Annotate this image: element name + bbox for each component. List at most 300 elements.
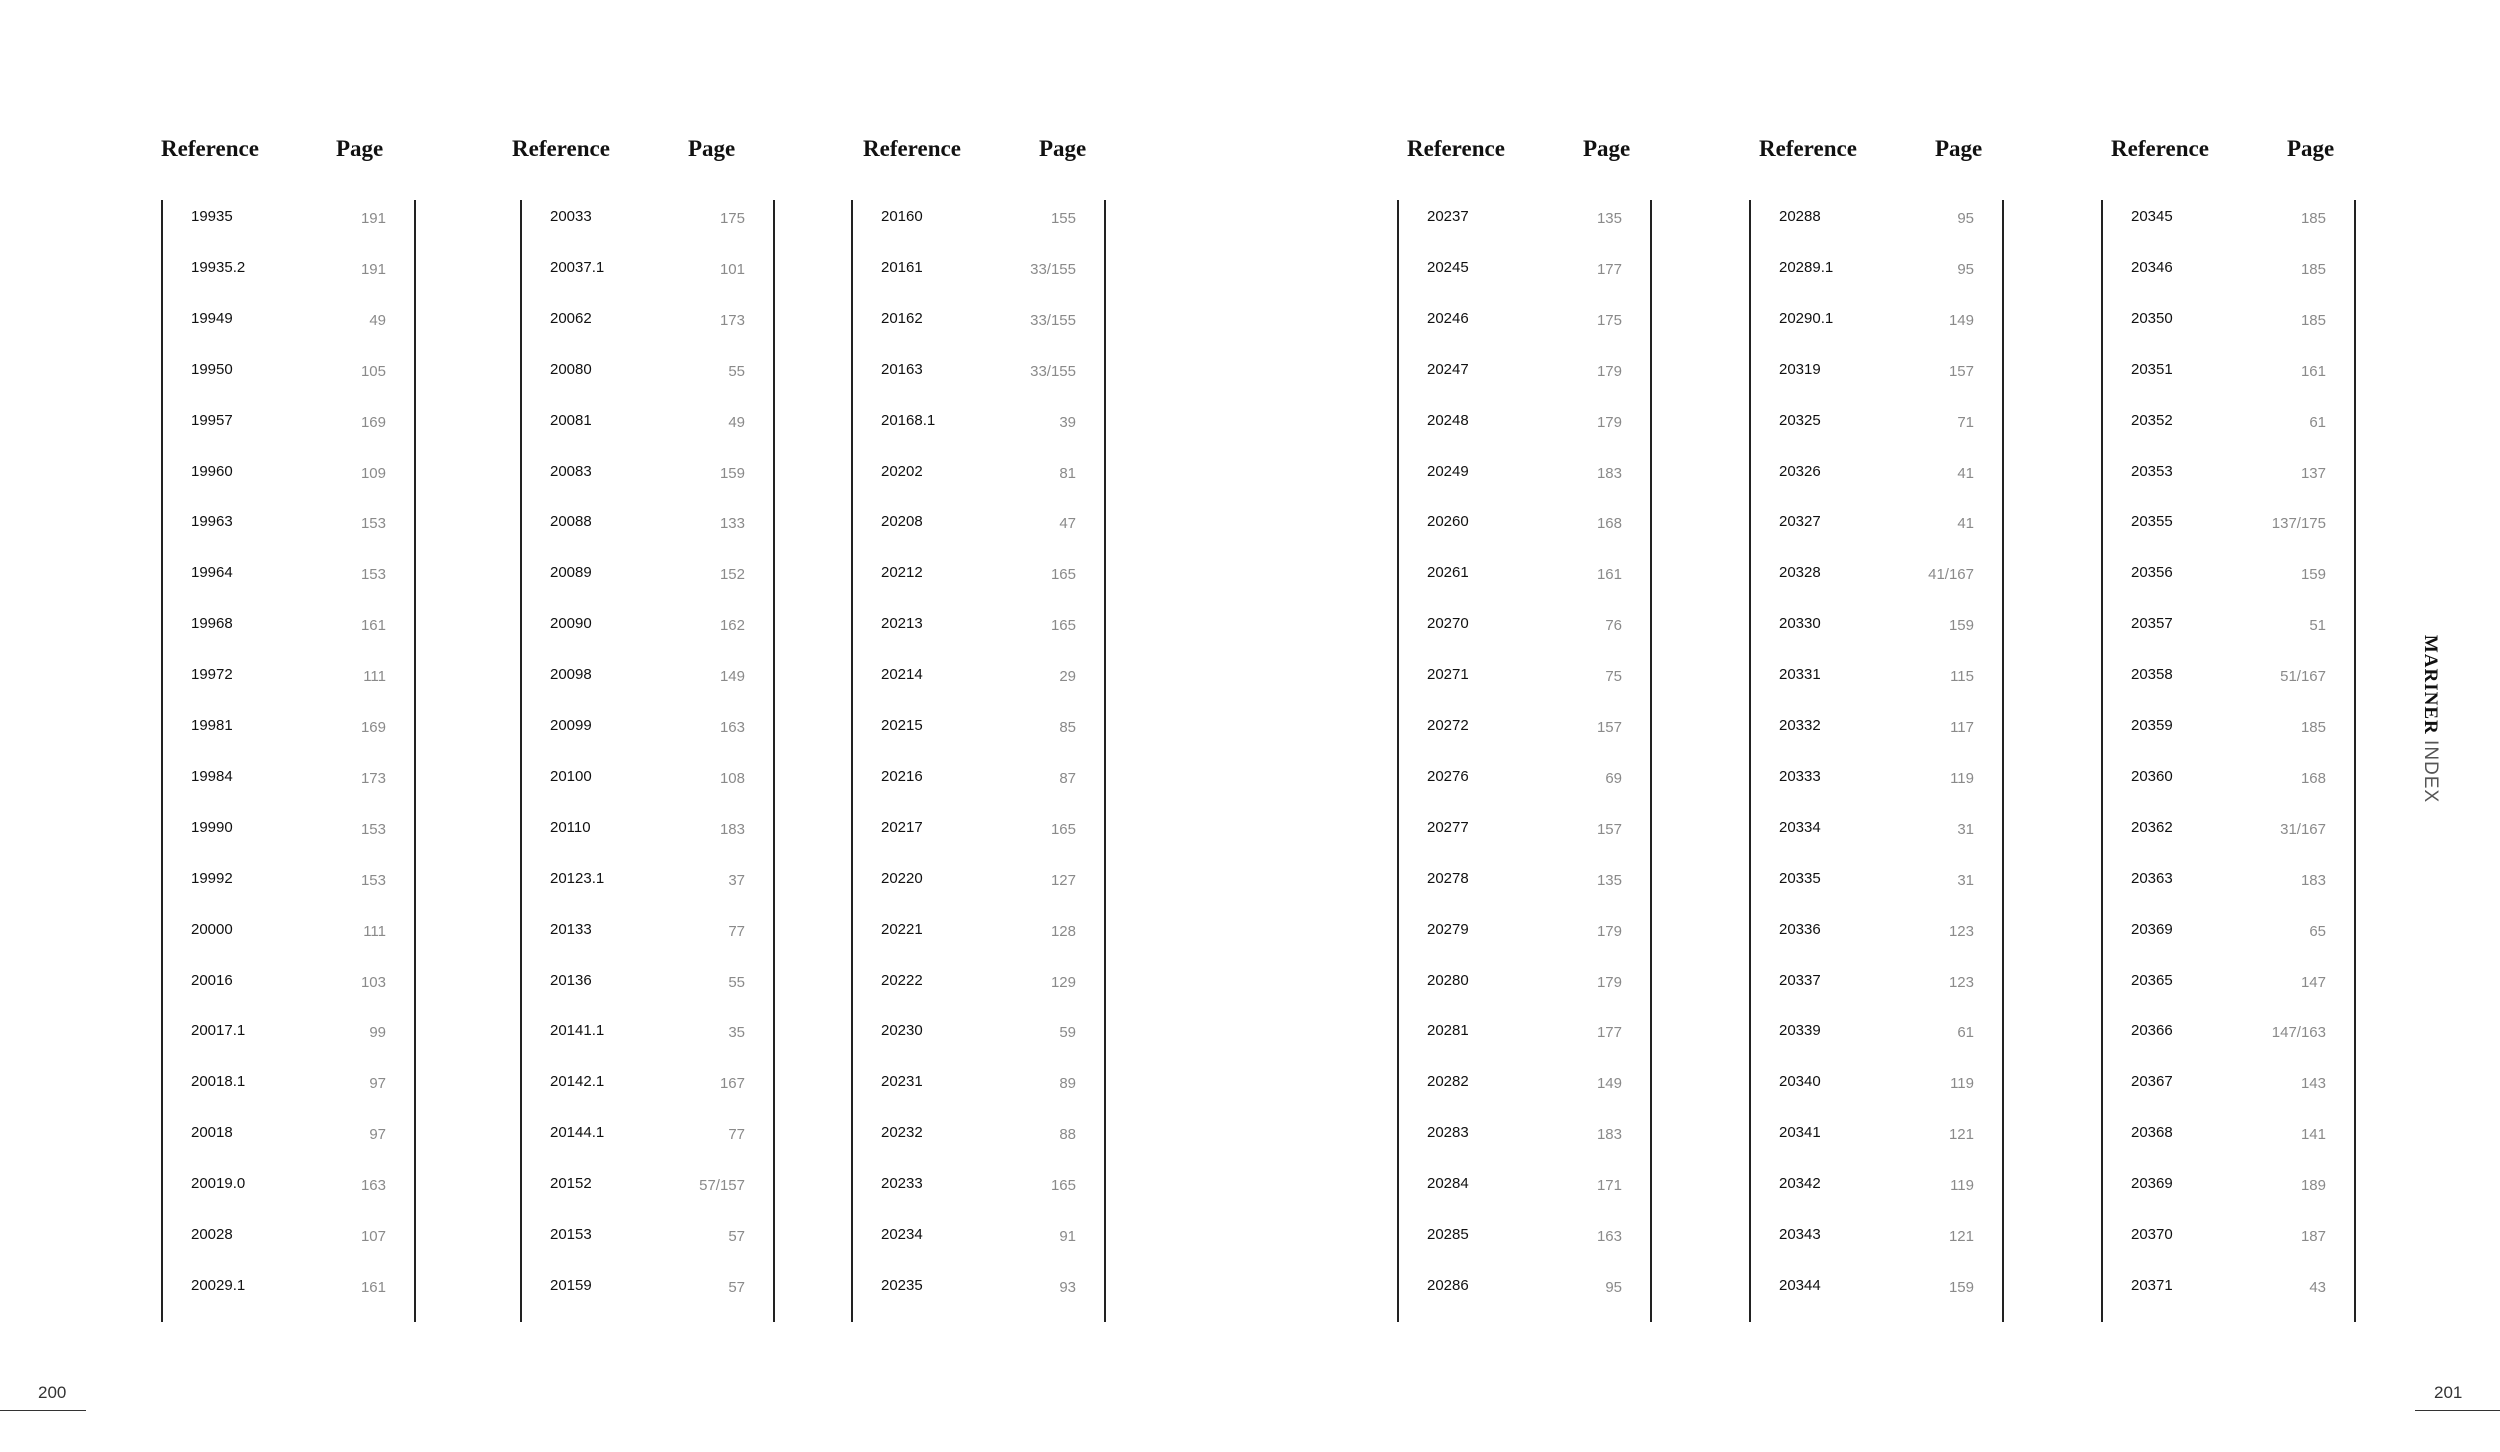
column-header (851, 136, 1106, 176)
page-value: 165 (1050, 617, 1076, 635)
index-row (2101, 870, 2356, 900)
index-row (851, 564, 1106, 594)
index-row (1397, 717, 1652, 747)
page-value: 119 (1950, 1177, 1974, 1195)
page-value: 168 (1596, 515, 1622, 533)
reference-value: 20337 (1779, 971, 1821, 989)
page-value: 111 (363, 668, 386, 686)
page-value: 179 (1596, 362, 1622, 380)
reference-value: 20159 (550, 1276, 592, 1294)
reference-value: 20234 (881, 1226, 923, 1243)
reference-value: 20352 (2131, 411, 2173, 429)
reference-value: 20088 (550, 513, 592, 531)
index-row (1397, 310, 1652, 340)
index-row (1749, 1175, 2004, 1205)
page-value: 47 (1059, 515, 1076, 533)
page-value: 105 (360, 362, 386, 380)
index-row (520, 1022, 775, 1052)
reference-value: 20284 (1427, 1175, 1469, 1193)
reference-value: 20366 (2131, 1022, 2173, 1040)
page-value: 115 (1950, 668, 1974, 686)
reference-value: 20334 (1779, 818, 1821, 836)
page-value: 159 (1948, 1278, 1974, 1296)
reference-header: Reference (512, 136, 610, 161)
page-value: 97 (369, 1126, 386, 1144)
reference-value: 19949 (191, 309, 233, 327)
page-value: 121 (1948, 1126, 1974, 1144)
index-row (161, 870, 416, 900)
reference-value: 20346 (2131, 258, 2173, 276)
reference-value: 20336 (1779, 920, 1821, 938)
index-row (2101, 819, 2356, 849)
reference-value: 20339 (1779, 1022, 1821, 1040)
column-body (161, 200, 416, 1322)
reference-value: 20360 (2131, 767, 2173, 785)
index-row (2101, 1022, 2356, 1052)
right-page-rule (2415, 1410, 2500, 1411)
page-value: 161 (1596, 566, 1622, 584)
reference-header: Reference (1407, 136, 1505, 161)
index-row (2101, 1277, 2356, 1307)
page-value: 88 (1059, 1126, 1076, 1144)
index-row (161, 310, 416, 340)
page-value: 157 (1948, 362, 1974, 380)
index-row (851, 972, 1106, 1002)
index-row (1397, 819, 1652, 849)
column-header (1397, 136, 1652, 176)
page-value: 31 (1957, 871, 1974, 889)
page-value: 99 (369, 1024, 386, 1042)
page-value: 137 (2300, 464, 2326, 482)
index-row (520, 1124, 775, 1154)
index-row (2101, 1124, 2356, 1154)
reference-value: 20222 (881, 971, 923, 989)
reference-value: 20160 (881, 208, 923, 225)
left-page-rule (0, 1410, 86, 1411)
index-row (161, 259, 416, 289)
page-value: 187 (2300, 1228, 2326, 1245)
index-row (161, 1124, 416, 1154)
index-row (1397, 564, 1652, 594)
reference-value: 20367 (2131, 1073, 2173, 1091)
reference-value: 20343 (1779, 1226, 1821, 1243)
reference-value: 20016 (191, 971, 233, 989)
reference-value: 20248 (1427, 411, 1469, 429)
page-header: Page (1583, 136, 1631, 161)
page-value: 157 (1596, 719, 1622, 736)
page-value: 69 (1605, 769, 1622, 787)
page-value: 51/167 (2280, 668, 2326, 686)
page-value: 55 (728, 362, 745, 380)
index-row (851, 1226, 1106, 1256)
reference-value: 20133 (550, 920, 592, 938)
page-value: 49 (369, 311, 386, 329)
reference-value: 20330 (1779, 615, 1821, 633)
reference-value: 19968 (191, 615, 233, 633)
index-row (1749, 310, 2004, 340)
reference-value: 20333 (1779, 767, 1821, 785)
page-value: 76 (1605, 617, 1622, 635)
index-row (161, 1175, 416, 1205)
index-row (520, 768, 775, 798)
page-value: 109 (360, 464, 386, 482)
reference-value: 20363 (2131, 869, 2173, 887)
index-row (851, 921, 1106, 951)
index-row (161, 717, 416, 747)
reference-value: 20260 (1427, 513, 1469, 531)
page-value: 191 (360, 210, 386, 227)
index-row (851, 1073, 1106, 1103)
page-value: 185 (2300, 719, 2326, 736)
index-row (161, 1073, 416, 1103)
reference-header: Reference (863, 136, 961, 161)
column-header (161, 136, 416, 176)
index-row (1397, 208, 1652, 238)
page-value: 159 (1948, 617, 1974, 635)
index-row (161, 768, 416, 798)
index-row (1749, 666, 2004, 696)
column-header (2101, 136, 2356, 176)
reference-value: 20319 (1779, 360, 1821, 378)
reference-value: 20029.1 (191, 1276, 246, 1294)
reference-value: 20152 (550, 1175, 592, 1193)
index-row (851, 361, 1106, 391)
reference-value: 19963 (191, 513, 233, 531)
reference-value: 20286 (1427, 1276, 1469, 1294)
index-row (2101, 361, 2356, 391)
reference-value: 20162 (881, 309, 923, 327)
reference-value: 20062 (550, 309, 592, 327)
index-row (161, 208, 416, 238)
page-value: 143 (2300, 1075, 2326, 1093)
page-value: 161 (360, 1278, 386, 1296)
index-row (520, 666, 775, 696)
index-row (1749, 768, 2004, 798)
reference-value: 20369 (2131, 920, 2173, 938)
left-page-number: 200 (38, 1383, 67, 1402)
index-row (1749, 463, 2004, 493)
index-row (851, 208, 1106, 238)
page-value: 61 (1957, 1024, 1974, 1042)
page-value: 163 (1596, 1228, 1622, 1245)
page-value: 29 (1059, 668, 1076, 686)
right-page-number: 201 (2434, 1383, 2463, 1402)
reference-value: 20099 (550, 717, 592, 734)
reference-value: 20231 (881, 1073, 923, 1091)
index-row (520, 310, 775, 340)
reference-value: 20281 (1427, 1022, 1469, 1040)
page-value: 91 (1059, 1228, 1076, 1245)
page-value: 75 (1605, 668, 1622, 686)
reference-value: 20290.1 (1779, 309, 1834, 327)
reference-value: 20270 (1427, 615, 1469, 633)
index-row (1749, 615, 2004, 645)
reference-value: 20276 (1427, 767, 1469, 785)
index-row (161, 666, 416, 696)
page-value: 171 (1596, 1177, 1622, 1195)
reference-value: 20362 (2131, 818, 2173, 836)
page-value: 127 (1050, 871, 1076, 889)
index-row (851, 513, 1106, 543)
page-value: 57 (728, 1228, 745, 1245)
page-value: 133 (719, 515, 745, 533)
page-value: 175 (1596, 311, 1622, 329)
index-row (1749, 513, 2004, 543)
index-row (851, 717, 1106, 747)
page-value: 162 (719, 617, 745, 635)
index-row (1749, 819, 2004, 849)
index-row (1397, 463, 1652, 493)
reference-value: 20358 (2131, 666, 2173, 684)
index-row (2101, 310, 2356, 340)
section-side-label (2419, 619, 2441, 819)
page-value: 177 (1596, 1024, 1622, 1042)
column-header (1749, 136, 2004, 176)
index-row (1749, 921, 2004, 951)
reference-value: 20341 (1779, 1124, 1821, 1142)
column-body (520, 200, 775, 1322)
side-label-section: INDEX (2420, 740, 2441, 804)
index-row (520, 1226, 775, 1256)
index-row (1397, 1277, 1652, 1307)
index-row (520, 208, 775, 238)
page-value: 41 (1957, 515, 1974, 533)
reference-value: 20233 (881, 1175, 923, 1193)
page-value: 49 (728, 413, 745, 431)
reference-value: 20123.1 (550, 869, 605, 887)
index-row (520, 819, 775, 849)
reference-value: 20018 (191, 1124, 233, 1142)
reference-value: 19960 (191, 462, 233, 480)
page-value: 153 (360, 515, 386, 533)
reference-value: 20235 (881, 1276, 923, 1294)
index-row (851, 1175, 1106, 1205)
page-value: 61 (2309, 413, 2326, 431)
page-value: 173 (719, 311, 745, 329)
index-row (2101, 615, 2356, 645)
index-row (1749, 208, 2004, 238)
index-row (851, 768, 1106, 798)
page-header: Page (2287, 136, 2335, 161)
index-row (1397, 412, 1652, 442)
page-value: 185 (2300, 311, 2326, 329)
page-value: 163 (360, 1177, 386, 1195)
page-value: 129 (1050, 973, 1076, 991)
page-value: 185 (2300, 210, 2326, 227)
index-row (2101, 1226, 2356, 1256)
reference-value: 20202 (881, 462, 923, 480)
reference-value: 20018.1 (191, 1073, 246, 1091)
reference-value: 20212 (881, 564, 923, 582)
index-row (1749, 564, 2004, 594)
page-value: 39 (1059, 413, 1076, 431)
page-value: 153 (360, 566, 386, 584)
page-header: Page (1935, 136, 1983, 161)
index-row (161, 1226, 416, 1256)
reference-value: 20369 (2131, 1175, 2173, 1193)
reference-value: 20214 (881, 666, 923, 684)
page-value: 59 (1059, 1024, 1076, 1042)
page-value: 57 (728, 1278, 745, 1296)
reference-value: 20353 (2131, 462, 2173, 480)
reference-value: 20278 (1427, 869, 1469, 887)
reference-value: 20368 (2131, 1124, 2173, 1142)
page-value: 179 (1596, 413, 1622, 431)
index-row (1749, 972, 2004, 1002)
reference-value: 20261 (1427, 564, 1469, 582)
reference-value: 20098 (550, 666, 592, 684)
reference-value: 20350 (2131, 309, 2173, 327)
page-value: 165 (1050, 1177, 1076, 1195)
page-value: 147 (2300, 973, 2326, 991)
reference-value: 20355 (2131, 513, 2173, 531)
index-row (2101, 463, 2356, 493)
reference-value: 20335 (1779, 869, 1821, 887)
index-row (1397, 1175, 1652, 1205)
page-value: 117 (1950, 719, 1974, 736)
page-value: 152 (719, 566, 745, 584)
page-value: 149 (719, 668, 745, 686)
index-row (1749, 1226, 2004, 1256)
reference-value: 20000 (191, 920, 233, 938)
index-row (1749, 717, 2004, 747)
reference-value: 20017.1 (191, 1022, 246, 1040)
column-body (1749, 200, 2004, 1322)
page-value: 168 (2300, 769, 2326, 787)
index-row (161, 513, 416, 543)
page-value: 135 (1596, 871, 1622, 889)
index-row (851, 1124, 1106, 1154)
reference-value: 20277 (1427, 818, 1469, 836)
page-value: 149 (1596, 1075, 1622, 1093)
page-value: 161 (2300, 362, 2326, 380)
reference-value: 20282 (1427, 1073, 1469, 1091)
page-value: 87 (1059, 769, 1076, 787)
page-value: 128 (1050, 922, 1076, 940)
reference-value: 20271 (1427, 666, 1469, 684)
index-row (161, 361, 416, 391)
reference-header: Reference (2111, 136, 2209, 161)
index-row (1397, 921, 1652, 951)
page-value: 169 (360, 719, 386, 736)
page-value: 177 (1596, 260, 1622, 278)
page-value: 41 (1957, 464, 1974, 482)
reference-value: 20110 (550, 818, 591, 836)
reference-value: 20090 (550, 615, 592, 633)
reference-value: 20028 (191, 1226, 233, 1243)
page-value: 179 (1596, 922, 1622, 940)
page-value: 31/167 (2280, 820, 2326, 838)
reference-value: 19981 (191, 717, 233, 734)
index-row (1749, 361, 2004, 391)
page-value: 155 (1050, 210, 1076, 227)
index-row (851, 819, 1106, 849)
reference-value: 20328 (1779, 564, 1821, 582)
index-row (2101, 972, 2356, 1002)
page-value: 35 (728, 1024, 745, 1042)
page-value: 95 (1605, 1278, 1622, 1296)
index-row (2101, 259, 2356, 289)
page-header: Page (1039, 136, 1087, 161)
column-body (851, 200, 1106, 1322)
reference-value: 20144.1 (550, 1124, 605, 1142)
index-row (2101, 412, 2356, 442)
index-row (520, 717, 775, 747)
index-row (851, 463, 1106, 493)
reference-value: 20279 (1427, 920, 1469, 938)
reference-value: 19950 (191, 360, 233, 378)
page-value: 179 (1596, 973, 1622, 991)
reference-value: 20080 (550, 360, 592, 378)
page-value: 163 (719, 719, 745, 736)
reference-value: 20216 (881, 767, 923, 785)
page-value: 95 (1957, 210, 1974, 227)
reference-value: 19957 (191, 411, 233, 429)
index-row (520, 564, 775, 594)
index-row (1397, 361, 1652, 391)
index-row (2101, 208, 2356, 238)
reference-value: 20141.1 (550, 1022, 605, 1040)
reference-value: 20288 (1779, 208, 1821, 225)
page-value: 153 (360, 871, 386, 889)
page-value: 111 (363, 922, 386, 940)
reference-value: 20340 (1779, 1073, 1821, 1091)
reference-value: 20089 (550, 564, 592, 582)
reference-value: 20208 (881, 513, 923, 531)
page-value: 43 (2309, 1278, 2326, 1296)
reference-value: 20153 (550, 1226, 592, 1243)
reference-value: 20019.0 (191, 1175, 246, 1193)
page-value: 167 (719, 1075, 745, 1093)
index-row (851, 870, 1106, 900)
index-row (851, 615, 1106, 645)
index-row (1749, 1124, 2004, 1154)
index-row (161, 1277, 416, 1307)
page-value: 183 (1596, 1126, 1622, 1144)
index-row (2101, 564, 2356, 594)
index-row (1749, 1073, 2004, 1103)
index-row (851, 412, 1106, 442)
page-value: 55 (728, 973, 745, 991)
reference-value: 20161 (881, 258, 923, 276)
reference-value: 20326 (1779, 462, 1821, 480)
index-row (520, 1073, 775, 1103)
reference-value: 20344 (1779, 1276, 1821, 1294)
page-value: 85 (1059, 719, 1076, 736)
reference-value: 20351 (2131, 360, 2173, 378)
reference-value: 19964 (191, 564, 233, 582)
index-row (1749, 1022, 2004, 1052)
reference-value: 19972 (191, 666, 233, 684)
index-row (1749, 259, 2004, 289)
reference-value: 20213 (881, 615, 923, 633)
page-value: 165 (1050, 820, 1076, 838)
side-label-brand: MARINER (2420, 634, 2441, 735)
reference-value: 20331 (1779, 666, 1821, 684)
reference-value: 20356 (2131, 564, 2173, 582)
reference-value: 20237 (1427, 208, 1469, 225)
page-value: 97 (369, 1075, 386, 1093)
page-value: 165 (1050, 566, 1076, 584)
page-value: 101 (719, 260, 745, 278)
page-value: 107 (360, 1228, 386, 1245)
index-row (1397, 1226, 1652, 1256)
page-value: 121 (1948, 1228, 1974, 1245)
page-value: 57/157 (699, 1177, 745, 1195)
reference-value: 20230 (881, 1022, 923, 1040)
page-value: 51 (2309, 617, 2326, 635)
reference-value: 20081 (550, 411, 592, 429)
